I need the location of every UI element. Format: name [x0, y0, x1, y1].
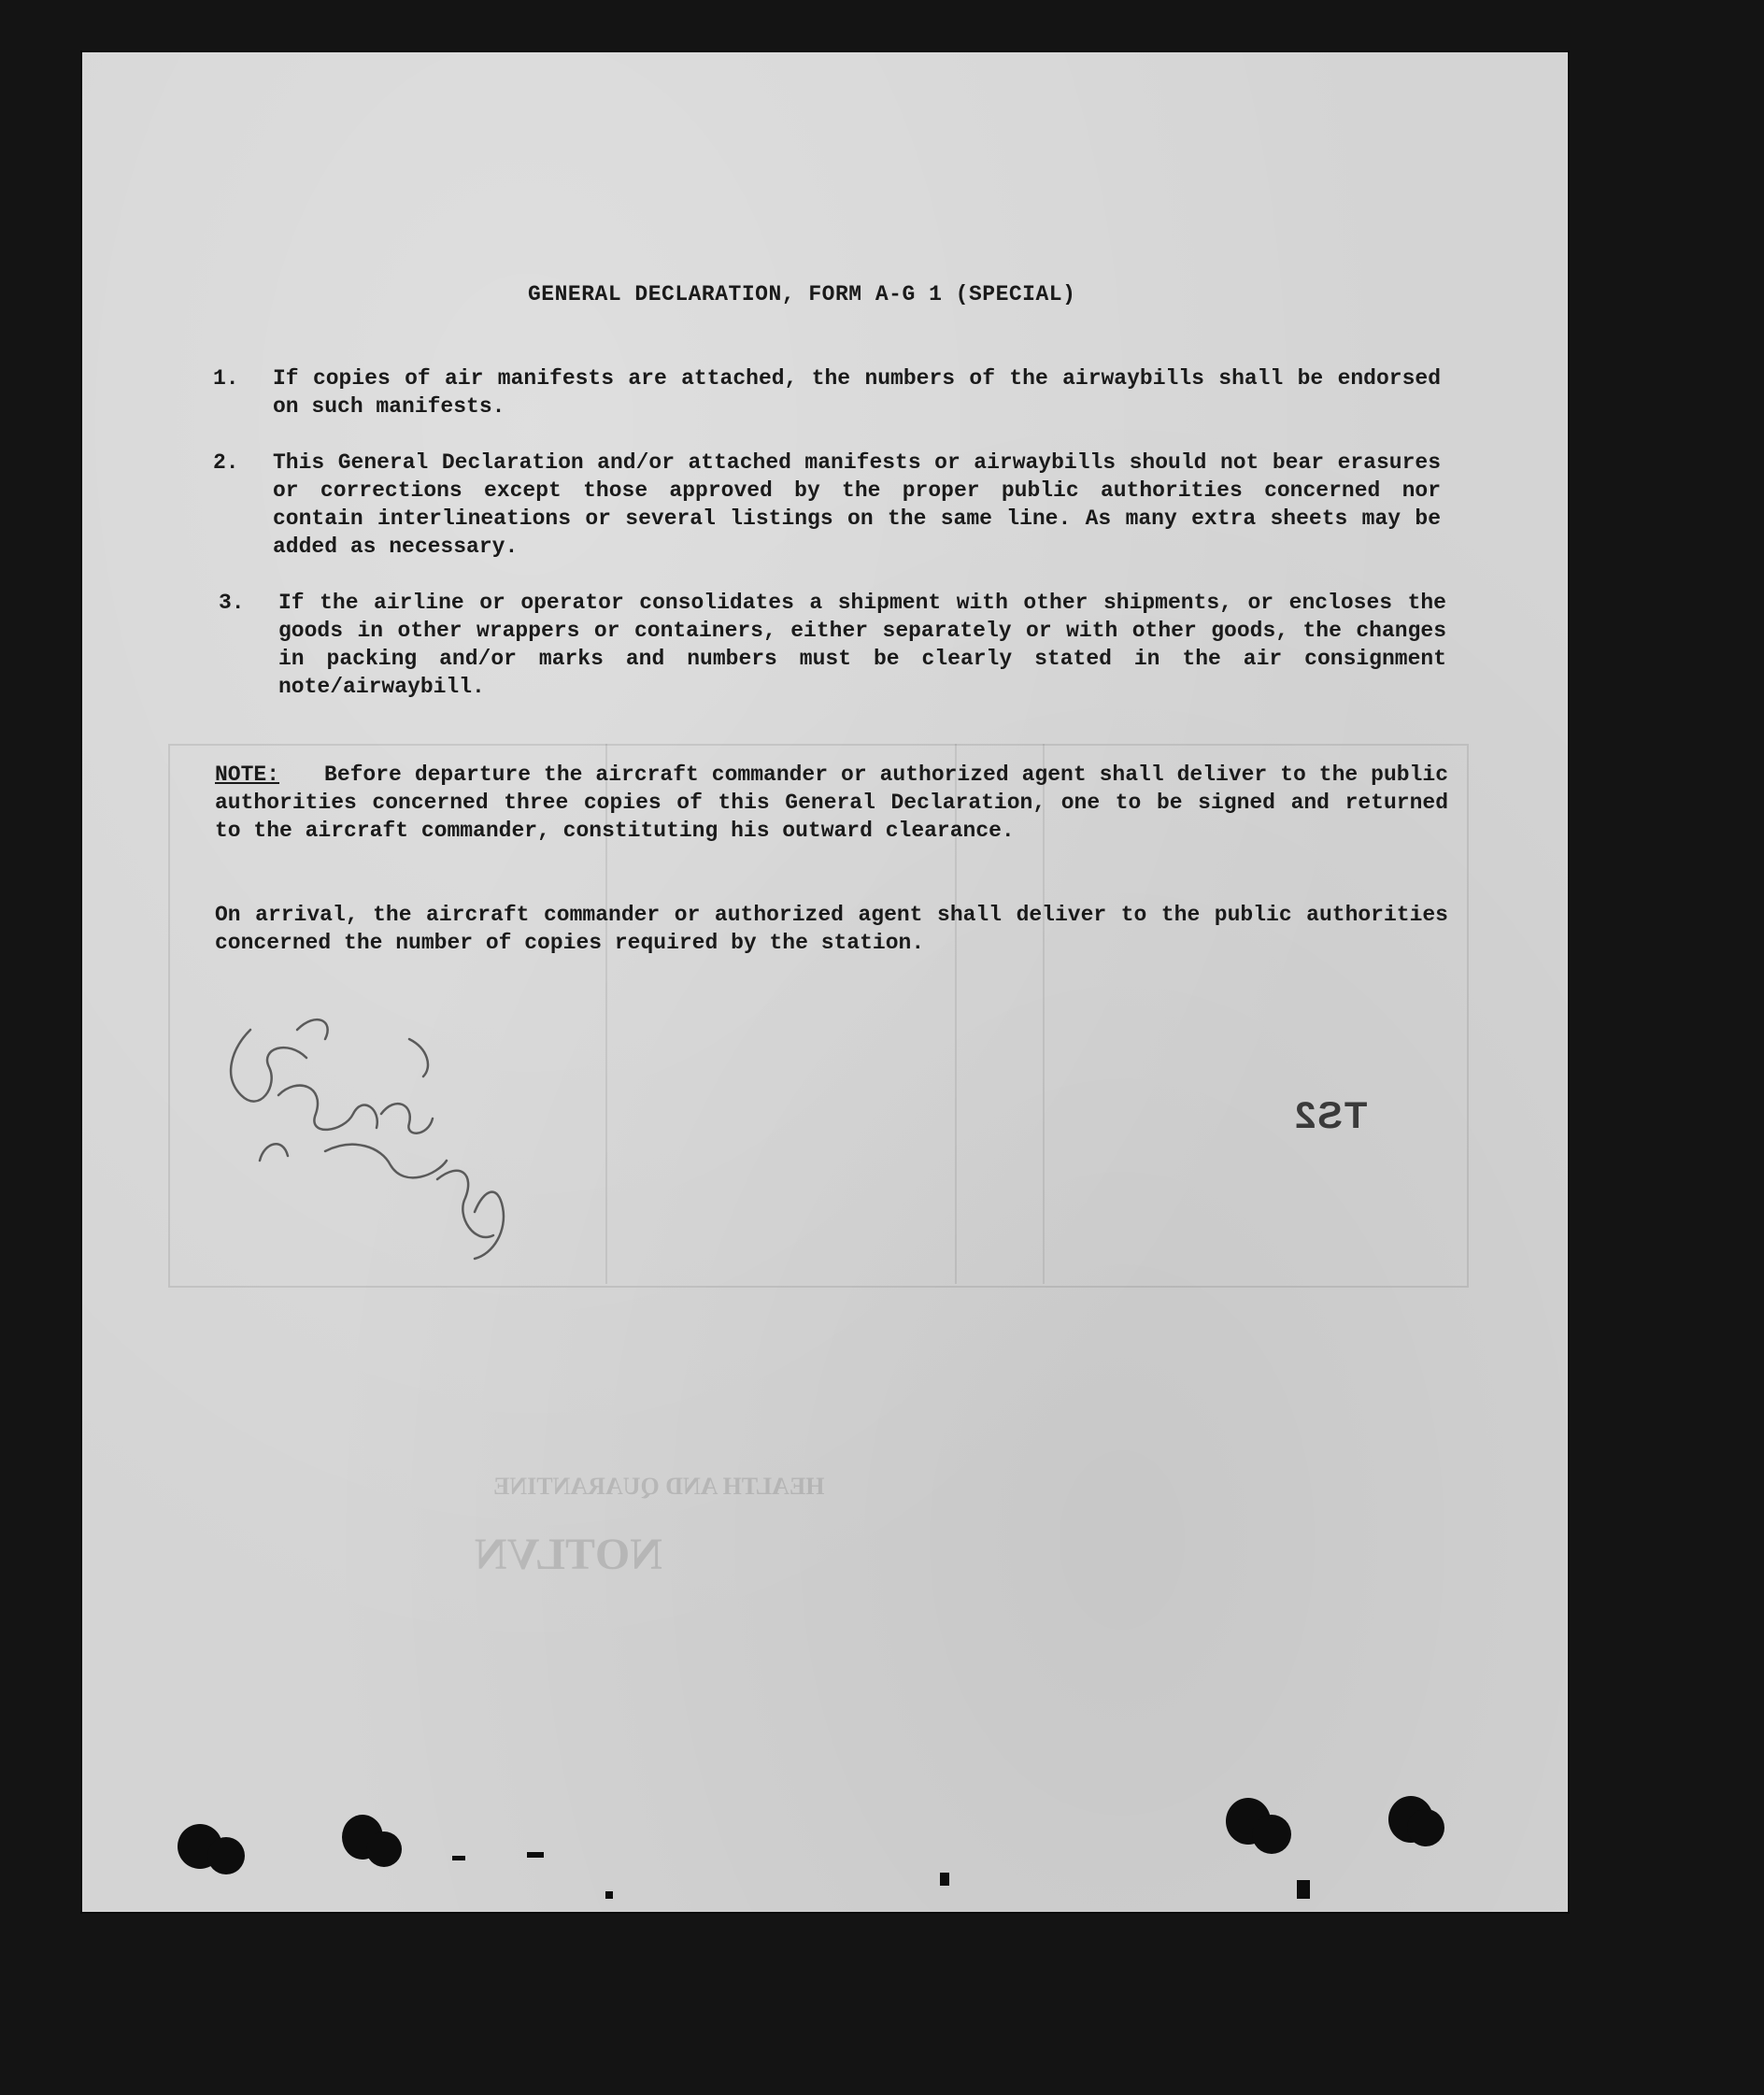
note-label: NOTE: — [215, 762, 280, 787]
punch-hole — [207, 1837, 245, 1874]
item-number: 1. — [213, 366, 239, 391]
document-page — [82, 52, 1568, 1912]
item-text: If copies of air manifests are attached, the numbers of the airwaybills shall be endorsed on such manifests. — [273, 366, 1441, 419]
speck — [527, 1852, 544, 1858]
handwritten-signature — [194, 974, 549, 1282]
punch-hole — [1407, 1809, 1444, 1846]
speck — [605, 1891, 613, 1899]
punch-hole — [366, 1831, 402, 1867]
punch-hole — [1252, 1815, 1291, 1854]
bleed-through-text: HEALTH AND QUARANTINE — [493, 1473, 825, 1500]
note-paragraph — [215, 761, 1448, 845]
speck — [1297, 1880, 1310, 1899]
item-text: If the airline or operator consolidates a shipment with other shipments, or encloses the goods in other wrappers or containers, either separately or with other goods, the changes in packing and/or marks and numbers must be clearly stated in the air consignment note/airwaybill. — [278, 591, 1446, 699]
note-text: Before departure the aircraft commander or authorized agent shall deliver to the public authorities concerned three copies of this General Declaration, one to be signed and returned to the aircraft commander, constituting his outward clearance. — [215, 762, 1448, 843]
arrival-paragraph: On arrival, the aircraft commander or authorized agent shall deliver to the public authorities concerned the number of copies required by the station. — [215, 903, 1448, 955]
stamp-mark: TS2 — [1293, 1095, 1368, 1136]
bleed-through-text: NOTLVN — [475, 1530, 662, 1579]
item-number: 2. — [213, 450, 239, 475]
speck — [452, 1856, 465, 1860]
item-number: 3. — [219, 591, 245, 615]
speck — [940, 1873, 949, 1886]
form-title: GENERAL DECLARATION, FORM A-G 1 (SPECIAL) — [528, 282, 1076, 306]
item-text: This General Declaration and/or attached manifests or airwaybills should not bear erasures or corrections except those approved by the proper public authorities concerned nor contain interlineations or several listings on the same line. As many extra sheets may be added as necessary. — [273, 450, 1441, 559]
